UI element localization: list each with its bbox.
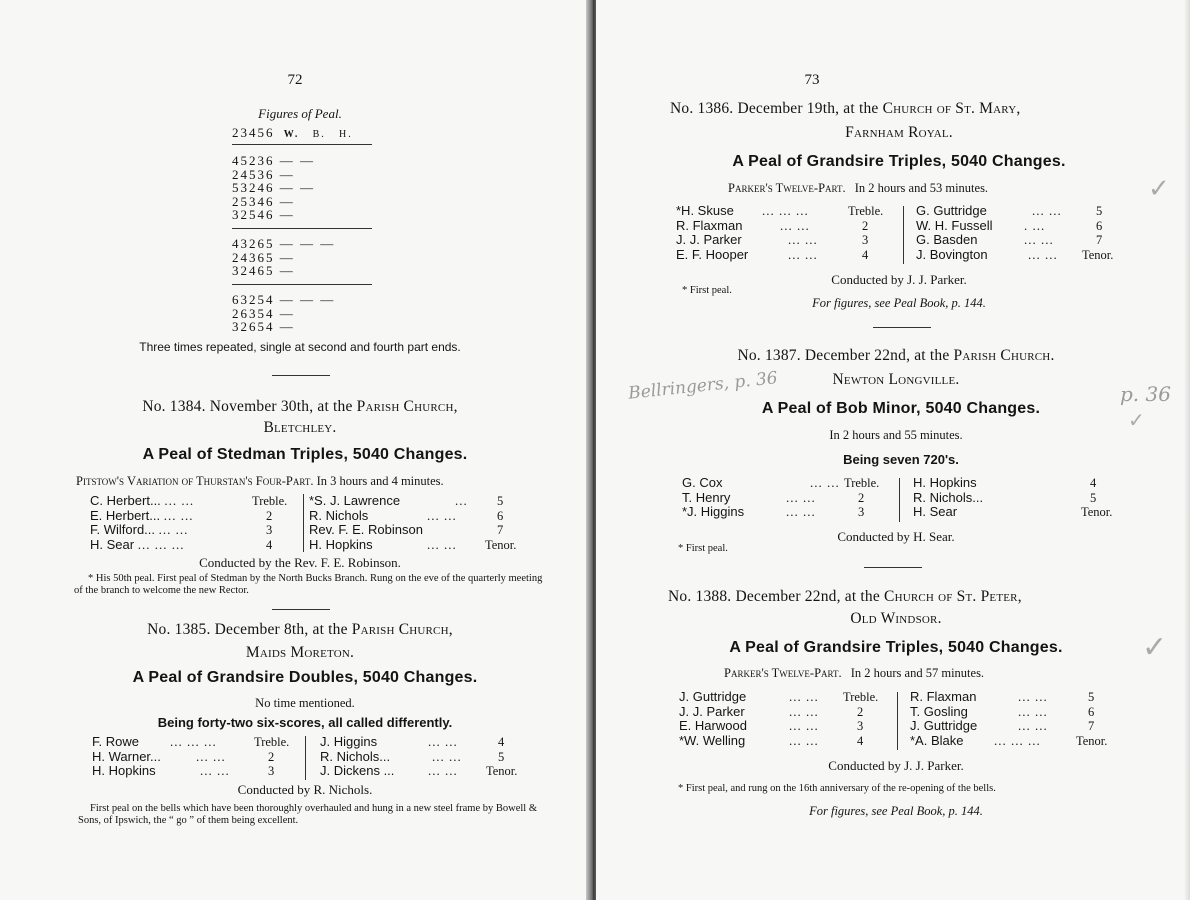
ringer-row: W. H. Fussell . ... 6 (916, 217, 1103, 233)
ringer-row: *J. Higgins ... ... 3 (682, 504, 865, 519)
check-mark-icon: ✓ (1148, 174, 1170, 204)
peal-1386-method: Parker's Twelve-Part. In 2 hours and 53 minutes. (728, 181, 989, 195)
margin-annotation-left: Bellringers, p. 36 (627, 368, 779, 404)
ringer-row: J. J. Parker ... ... 3 (676, 232, 869, 247)
peal-1385-left-ringers (92, 735, 302, 779)
peal-1384-left-ringers (90, 494, 300, 552)
peal-1388-heading: No. 1388. December 22nd, at the Church of St. Peter, (668, 588, 1022, 605)
peal-1387-subtitle: Being seven 720's. (843, 452, 959, 467)
ringer-row: E. F. Hooper ... ... 4 (676, 246, 869, 262)
peal-1386-title: A Peal of Grandsire Triples, 5040 Changes. (732, 153, 1066, 170)
peal-1387-place: Newton Longville. (832, 371, 960, 388)
peal-1385-place: Maids Moreton. (245, 644, 355, 661)
peal-1384-footnote: * His 50th peal. First peal of Stedman by the North Bucks Branch. Rung on the eve of the quarterly meeting of the branch to welcome the new Rector. (74, 573, 543, 596)
ringer-row: G. Cox ... ... Treble. (682, 475, 880, 490)
peal-1387-footnote: * First peal. (678, 543, 728, 554)
ringer-row: H. Warner... ... ... 2 (92, 748, 275, 764)
peal-1388-right-ringers (910, 690, 1130, 748)
ringer-row: R. Nichols ... ... 6 (309, 507, 504, 523)
peal-1385-subtitle: Being forty-two six-scores, all called differently. (157, 715, 453, 730)
peal-1385-right-ringers (320, 735, 530, 779)
margin-annotation-right: p. 36 (1120, 382, 1171, 406)
peal-1384-heading: No. 1384. November 30th, at the Parish Church, (142, 398, 458, 415)
ringer-row: G. Guttridge ... ... 5 (916, 203, 1103, 218)
ringer-row: *H. Skuse ... ... ... Treble. (676, 203, 884, 218)
ringer-row: J. J. Parker ... ... 2 (679, 703, 864, 719)
ringer-row: H. Hopkins ... ... 3 (92, 763, 275, 778)
ringer-row: J. Bovington ... ... Tenor. (916, 246, 1114, 262)
peal-1384-title: A Peal of Stedman Triples, 5040 Changes. (142, 446, 468, 463)
page-number: 73 (804, 72, 820, 88)
peal-1388-place: Old Windsor. (850, 610, 942, 627)
peal-1388-left-ringers (679, 690, 899, 748)
peal-1386-left-ringers (676, 204, 896, 262)
ringer-row: F. Wilford... ... ... 3 (90, 522, 273, 537)
peal-1387-right-ringers (913, 476, 1133, 520)
peal-1385-footnote: First peal on the bells which have been thoroughly overhauled and hung in a new steel frame by Bowell & Sons, of Ipswich, the “ go ” of them being excellent. (78, 803, 538, 826)
peal-1384-place: Bletchley. (263, 419, 337, 436)
page-number: 72 (287, 72, 303, 88)
ringer-row: G. Basden ... ... 7 (916, 232, 1103, 247)
peal-1385-conductor: Conducted by R. Nichols. (237, 782, 373, 797)
check-mark-icon: ✓ (1142, 630, 1168, 665)
ringer-row: J. Guttridge ... ... 7 (910, 718, 1095, 733)
right-page (596, 0, 1190, 900)
ringer-row: Rev. F. E. Robinson 7 (309, 522, 504, 537)
ringer-row: H. Hopkins ... ... Tenor. (309, 536, 517, 552)
peal-1387-heading: No. 1387. December 22nd, at the Parish Church. (737, 347, 1055, 364)
peal-1388-conductor: Conducted by J. J. Parker. (828, 758, 964, 773)
ringer-row: *S. J. Lawrence ... 5 (309, 493, 504, 508)
peal-1386-reference: For figures, see Peal Book, p. 144. (812, 296, 986, 310)
ringer-row: T. Gosling ... ... 6 (910, 703, 1095, 719)
ringer-row: R. Nichols... ... ... 5 (320, 748, 505, 764)
peal-1384-method: Pitstow's Variation of Thurstan's Four-Part. In 3 hours and 4 minutes. (76, 474, 444, 488)
left-page (0, 0, 590, 900)
peal-1388-method: Parker's Twelve-Part. In 2 hours and 57 minutes. (724, 666, 985, 680)
ringer-row: C. Herbert... ... ... Treble. (90, 493, 288, 508)
peal-1387-conductor: Conducted by H. Sear. (837, 529, 955, 544)
peal-1384-right-ringers (309, 494, 529, 552)
figures-group-2: 43265 — — — 24365 — 32465 — (232, 236, 336, 278)
ringer-row: R. Flaxman ... ... 2 (676, 217, 869, 233)
ringer-row: *A. Blake ... ... ... Tenor. (910, 732, 1108, 748)
figures-group-1: 45236 — — 24536 — 53246 — — 25346 — 32546 — (232, 153, 315, 222)
peal-1385-duration: No time mentioned. (255, 696, 355, 710)
ringer-row: F. Rowe ... ... ... Treble. (92, 734, 290, 749)
peal-1386-conductor: Conducted by J. J. Parker. (831, 272, 967, 287)
peal-1388-reference: For figures, see Peal Book, p. 144. (809, 804, 983, 818)
peal-1387-duration: In 2 hours and 55 minutes. (829, 428, 963, 442)
peal-1386-heading: No. 1386. December 19th, at the Church of St. Mary, (670, 100, 1021, 117)
peal-1388-footnote: * First peal, and rung on the 16th anniversary of the re-opening of the bells. (678, 783, 996, 794)
ringer-row: R. Nichols... 5 (913, 489, 1097, 505)
ringer-row: H. Sear ... ... ... 4 (90, 536, 273, 552)
ringer-row: R. Flaxman ... ... 5 (910, 689, 1095, 704)
peal-1385-heading: No. 1385. December 8th, at the Parish Church, (147, 621, 453, 638)
ringer-row: J. Dickens ... ... ... Tenor. (320, 763, 518, 778)
peal-1385-title: A Peal of Grandsire Doubles, 5040 Changes. (132, 669, 478, 686)
ringer-row: H. Hopkins 4 (913, 475, 1097, 490)
ringer-row: E. Herbert... ... ... 2 (90, 507, 273, 523)
peal-1387-left-ringers (682, 476, 902, 520)
check-mark-icon: ✓ (1128, 408, 1145, 432)
figures-header: 23456 W. B. H. (232, 125, 353, 140)
figures-heading: Figures of Peal. (258, 106, 342, 121)
peal-1388-title: A Peal of Grandsire Triples, 5040 Changes. (729, 639, 1063, 656)
ringer-row: E. Harwood ... ... 3 (679, 718, 864, 733)
ringer-row: T. Henry ... ... 2 (682, 489, 865, 505)
figures-note: Three times repeated, single at second and fourth part ends. (139, 340, 461, 354)
peal-1384-conductor: Conducted by the Rev. F. E. Robinson. (199, 555, 401, 570)
ringer-row: H. Sear Tenor. (913, 504, 1113, 519)
peal-1386-place: Farnham Royal. (845, 124, 953, 141)
figures-group-3: 63254 — — — 26354 — 32654 — (232, 292, 336, 334)
peal-1386-footnote: * First peal. (682, 285, 732, 296)
peal-1387-title: A Peal of Bob Minor, 5040 Changes. (761, 400, 1041, 417)
ringer-row: J. Guttridge ... ... Treble. (679, 689, 879, 704)
peal-1386-right-ringers (916, 204, 1126, 262)
ringer-row: J. Higgins ... ... 4 (320, 734, 505, 749)
ringer-row: *W. Welling ... ... 4 (679, 732, 864, 748)
